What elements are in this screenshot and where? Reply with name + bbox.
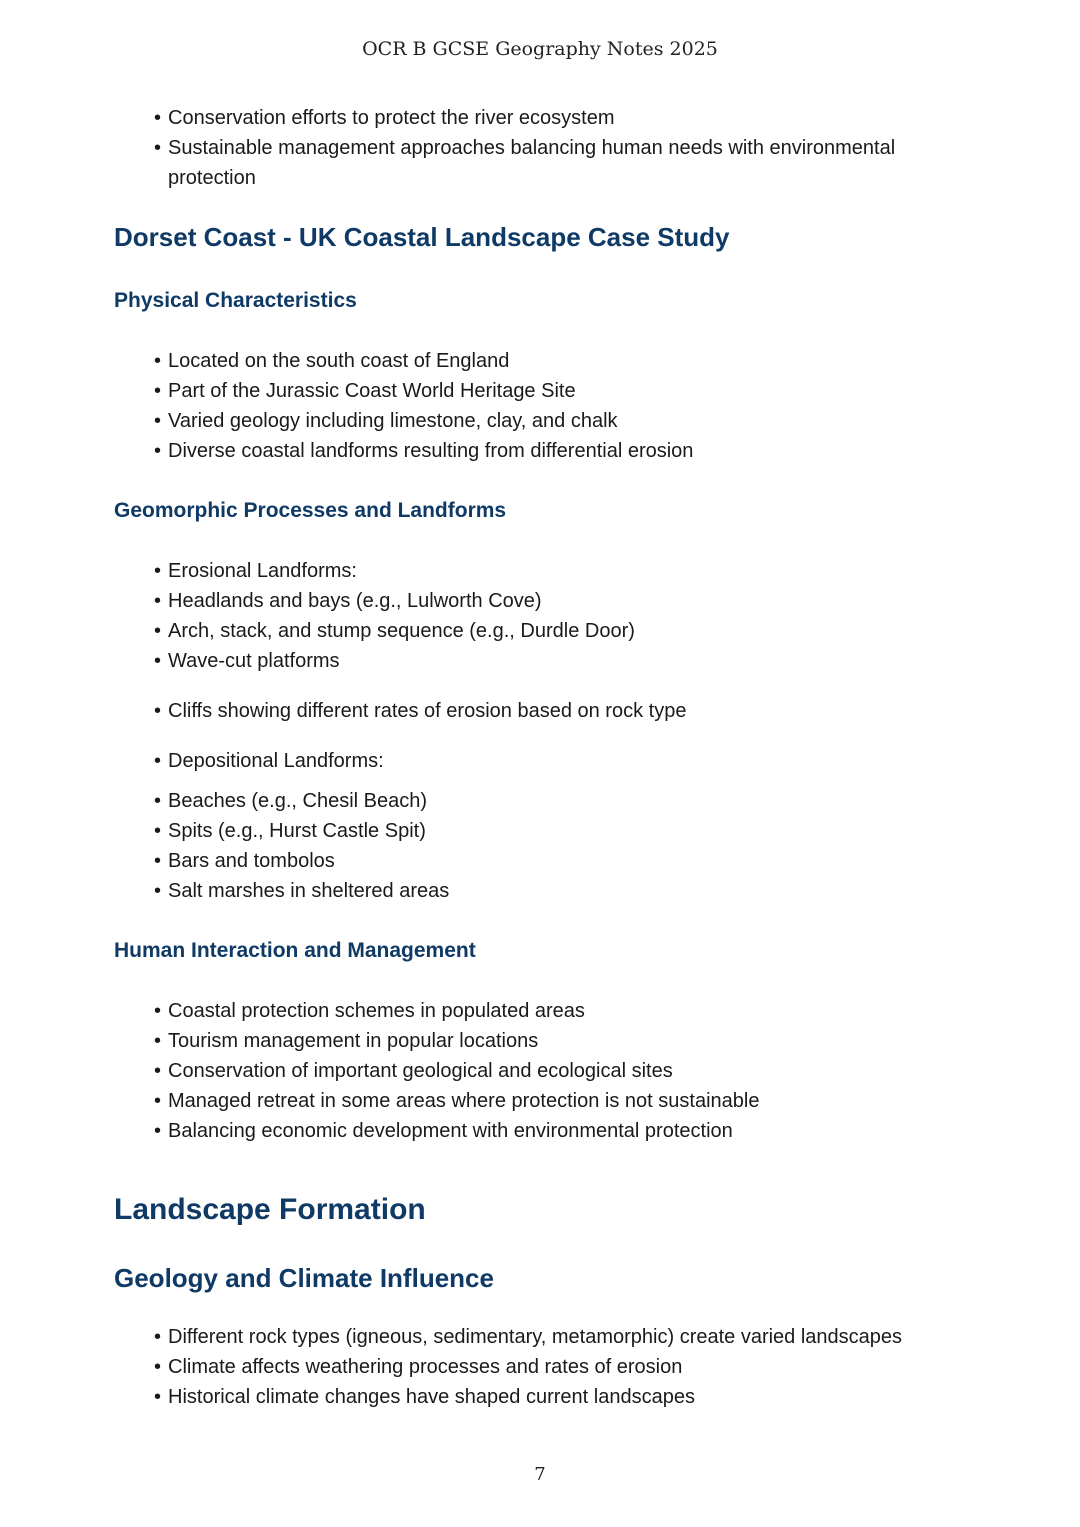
list-item: • Depositional Landforms: [154,746,934,776]
list-item: • Conservation efforts to protect the river ecosystem [154,103,934,133]
list-item: • Climate affects weathering processes and rates of erosion [154,1352,934,1382]
section-title-dorset: Dorset Coast - UK Coastal Landscape Case Study [114,222,730,252]
heading-human-interaction: Human Interaction and Management [114,939,476,962]
depositional-heading-list [154,746,934,776]
geology-climate-list [154,1322,934,1412]
list-item: • Different rock types (igneous, sedimentary, metamorphic) create varied landscapes [154,1322,934,1352]
list-item: • Arch, stack, and stump sequence (e.g., Durdle Door) [154,616,934,646]
section-title-landscape-formation: Landscape Formation [114,1193,426,1226]
list-item: • Sustainable management approaches balancing human needs with environmental protection [154,133,934,193]
list-item: • Tourism management in popular locations [154,1026,934,1056]
list-item: • Historical climate changes have shaped current landscapes [154,1382,934,1412]
list-item: • Salt marshes in sheltered areas [154,876,934,906]
list-item: • Diverse coastal landforms resulting from differential erosion [154,436,934,466]
list-item: • Headlands and bays (e.g., Lulworth Cove) [154,586,934,616]
intro-list [154,103,934,193]
list-item: • Beaches (e.g., Chesil Beach) [154,786,934,816]
list-item: • Coastal protection schemes in populated areas [154,996,934,1026]
heading-geomorphic-processes: Geomorphic Processes and Landforms [114,499,507,522]
list-item: • Erosional Landforms: [154,556,934,586]
list-item: • Varied geology including limestone, clay, and chalk [154,406,934,436]
list-item: • Conservation of important geological and ecological sites [154,1056,934,1086]
erosional-list [154,556,934,676]
heading-physical-characteristics: Physical Characteristics [114,289,357,312]
list-item: • Part of the Jurassic Coast World Heritage Site [154,376,934,406]
heading-geology-climate: Geology and Climate Influence [114,1263,494,1293]
human-list [154,996,934,1146]
list-item: • Bars and tombolos [154,846,934,876]
list-item: • Balancing economic development with environmental protection [154,1116,934,1146]
cliffs-list [154,696,934,726]
list-item: • Managed retreat in some areas where protection is not sustainable [154,1086,934,1116]
list-item: • Wave-cut platforms [154,646,934,676]
running-header: OCR B GCSE Geography Notes 2025 [362,38,718,60]
list-item: • Cliffs showing different rates of erosion based on rock type [154,696,934,726]
page-number: 7 [534,1464,546,1485]
list-item: • Located on the south coast of England [154,346,934,376]
physical-list [154,346,934,466]
depositional-list [154,786,934,906]
list-item: • Spits (e.g., Hurst Castle Spit) [154,816,934,846]
